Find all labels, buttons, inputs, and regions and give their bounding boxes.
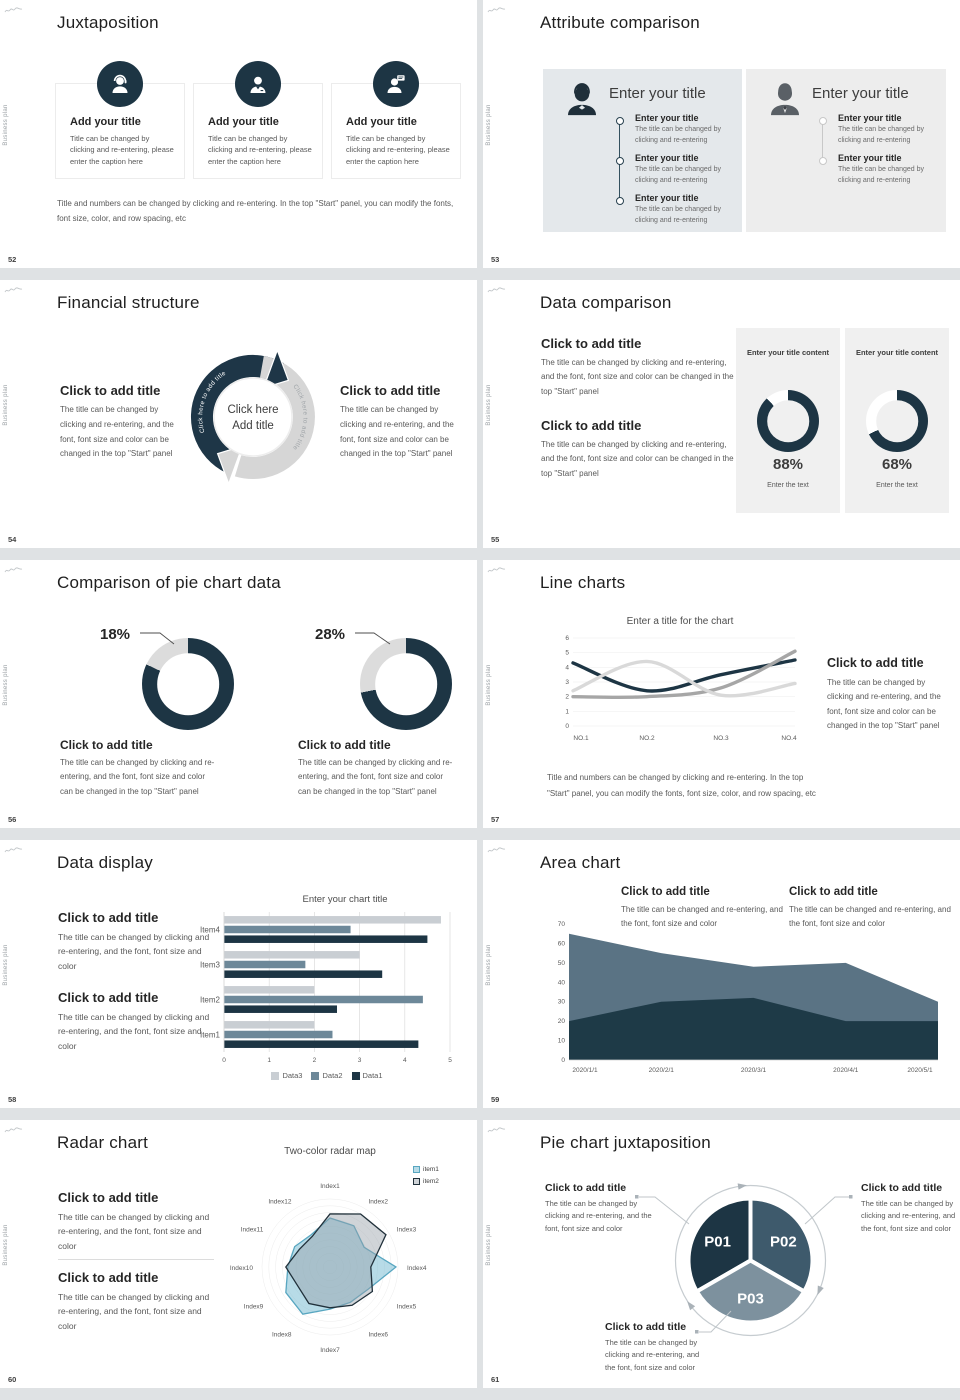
timeline-dot <box>819 157 827 165</box>
slide-title: Pie chart juxtaposition <box>540 1133 711 1152</box>
slide-54-thumbnail[interactable] <box>0 280 477 548</box>
legend-item <box>311 1071 342 1080</box>
legend-swatch <box>413 1166 420 1173</box>
svg-text:2: 2 <box>565 693 569 701</box>
block-heading: Click to add title <box>58 1190 159 1205</box>
male-person-icon <box>764 79 806 121</box>
chart-title: Enter a title for the chart <box>626 616 734 627</box>
block-body: The title can be changed by clicking and re-entering, and the font, font size and color can be changed in the top "Start" panel <box>60 405 174 459</box>
page-number: 53 <box>491 255 500 264</box>
timeline-line <box>822 121 823 161</box>
radar-chart <box>213 1157 448 1379</box>
vertical-brand-label: Business plan <box>3 664 9 706</box>
arc-label-left: Click here to add title <box>197 369 228 434</box>
svg-text:3: 3 <box>357 1057 362 1064</box>
card-title: Add your title <box>208 116 279 128</box>
timeline-item-desc: The title can be changed by clicking and re-entering <box>838 166 925 184</box>
slide-title: Financial structure <box>57 293 200 312</box>
arc-label-right: Click here to add title <box>291 383 309 452</box>
block-heading: Click to add title <box>621 886 710 898</box>
svg-text:40: 40 <box>557 979 565 987</box>
block-heading: Click to add title <box>60 383 161 398</box>
svg-text:0: 0 <box>565 723 569 730</box>
callout-body: The title can be changed by clicking and re-entering, and the font, font size and color <box>545 1199 652 1233</box>
businessman-icon <box>235 61 281 107</box>
page-number: 56 <box>8 815 17 824</box>
block-body: The title can be changed by clicking and re-entering, and the font, font size and color <box>58 1212 210 1251</box>
kpi-card-title: Enter your title content <box>746 348 830 357</box>
svg-text:NO.1: NO.1 <box>573 735 589 742</box>
logo-squiggle-icon <box>4 1125 26 1135</box>
timeline-item <box>635 113 735 146</box>
vertical-brand-label: Business plan <box>3 1224 9 1266</box>
svg-text:Index2: Index2 <box>368 1198 389 1206</box>
logo-squiggle-icon <box>487 5 509 15</box>
donut-hole <box>767 400 809 442</box>
slide-title: Data comparison <box>540 293 672 312</box>
pie-chart <box>663 1173 838 1348</box>
svg-text:Index8: Index8 <box>271 1331 292 1339</box>
timeline-item <box>838 153 938 186</box>
legend-swatch <box>413 1178 420 1185</box>
svg-text:Index11: Index11 <box>240 1226 264 1234</box>
panel-title: Enter your title <box>609 85 706 102</box>
page-number: 60 <box>8 1375 17 1384</box>
vertical-brand-label: Business plan <box>3 384 9 426</box>
logo-squiggle-icon <box>487 285 509 295</box>
comparison-panel-left <box>543 69 742 232</box>
bar-chart <box>188 906 460 1076</box>
block-body: The title can be changed by clicking and re-entering, and the font, font size and color can be changed in the top "Start" panel <box>827 678 941 731</box>
card-body: Title can be changed by clicking and re-entering, please enter the caption here <box>70 134 174 166</box>
kpi-card-title: Enter your title content <box>855 348 939 357</box>
svg-text:Index6: Index6 <box>368 1331 389 1339</box>
slide-footer-note: Title and numbers can be changed by clicking and re-entering. In the top "Start" panel, you can modify the fonts, font size, color, and row spacing, etc <box>547 773 816 798</box>
svg-text:70: 70 <box>557 921 565 928</box>
vertical-brand-label: Business plan <box>486 664 492 706</box>
block-heading: Click to add title <box>58 910 159 925</box>
svg-text:NO.4: NO.4 <box>781 735 797 742</box>
legend-item <box>413 1166 439 1173</box>
donut-hole <box>157 653 219 715</box>
divider <box>58 1259 214 1260</box>
kpi-percent: 68% <box>881 456 913 473</box>
slide-57-thumbnail[interactable] <box>483 560 960 828</box>
slide-52-thumbnail[interactable] <box>0 0 477 268</box>
block-body: The title can be changed by clicking and re-entering, and the font, font size and color <box>58 1012 210 1051</box>
block-heading: Click to add title <box>340 383 441 398</box>
page-number: 52 <box>8 255 17 264</box>
block-body: The title can be changed by clicking and re-entering, and the font, font size and color can be changed in the top "Start" panel <box>340 405 454 459</box>
donut-chart-68 <box>866 390 928 452</box>
kpi-percent: 88% <box>772 456 804 473</box>
logo-squiggle-icon <box>487 845 509 855</box>
panel-title: Enter your title <box>812 85 909 102</box>
block-body: The title can be changed by clicking and re-entering, and the font, font size and color can be changed in the top "Start" panel <box>541 358 734 396</box>
slide-title: Comparison of pie chart data <box>57 573 281 592</box>
svg-text:Item2: Item2 <box>199 995 220 1005</box>
legend-item <box>352 1071 383 1080</box>
donut-chart-28 <box>360 638 452 730</box>
card-title: Add your title <box>70 116 141 128</box>
svg-text:Index1: Index1 <box>320 1183 340 1190</box>
vertical-brand-label: Business plan <box>486 1224 492 1266</box>
presenter-icon <box>373 61 419 107</box>
page-number: 58 <box>8 1095 17 1104</box>
donut-percent-label: 28% <box>315 626 346 643</box>
block-body: The title can be changed and re-entering, and the font, font size and color <box>789 905 951 928</box>
block-body: The title can be changed by clicking and re-entering, and the font, font size and color <box>58 1292 210 1331</box>
vertical-brand-label: Business plan <box>486 944 492 986</box>
legend-swatch <box>311 1072 319 1080</box>
svg-text:NO.2: NO.2 <box>639 735 655 742</box>
vertical-brand-label: Business plan <box>3 944 9 986</box>
comparison-panel-right <box>746 69 946 232</box>
svg-text:Index10: Index10 <box>229 1265 253 1272</box>
svg-text:0: 0 <box>561 1057 565 1064</box>
svg-text:20: 20 <box>557 1018 565 1026</box>
svg-text:2: 2 <box>312 1057 317 1064</box>
center-circle <box>214 378 292 456</box>
svg-text:5: 5 <box>448 1057 452 1064</box>
slide-60-thumbnail[interactable] <box>0 1120 477 1388</box>
timeline-item <box>635 153 735 186</box>
logo-squiggle-icon <box>4 5 26 15</box>
logo-squiggle-icon <box>4 285 26 295</box>
svg-text:Index9: Index9 <box>243 1303 264 1311</box>
chart-legend <box>413 1166 439 1185</box>
logo-squiggle-icon <box>4 845 26 855</box>
svg-text:Index4: Index4 <box>407 1265 427 1272</box>
slide-58-thumbnail[interactable] <box>0 840 477 1108</box>
logo-squiggle-icon <box>487 1125 509 1135</box>
block-heading: Click to add title <box>827 656 924 670</box>
svg-text:10: 10 <box>557 1037 565 1045</box>
card-body: Title can be changed by clicking and re-entering, please enter the caption here <box>208 134 312 166</box>
area-chart <box>545 916 944 1076</box>
slide-title: Line charts <box>540 573 626 592</box>
support-agent-icon <box>97 61 143 107</box>
svg-text:30: 30 <box>557 998 565 1006</box>
block-heading: Click to add title <box>541 418 642 433</box>
logo-squiggle-icon <box>487 565 509 575</box>
legend-label: Data2 <box>322 1071 343 1080</box>
circular-arrows-diagram <box>178 342 328 492</box>
chart-legend <box>222 1071 432 1080</box>
center-label-line2: Add title <box>232 420 274 432</box>
line-chart <box>557 630 803 744</box>
slide-title: Attribute comparison <box>540 13 700 32</box>
timeline-item-desc: The title can be changed by clicking and re-entering <box>838 126 925 144</box>
svg-text:5: 5 <box>565 649 569 657</box>
legend-item <box>413 1178 439 1185</box>
timeline-dot <box>616 157 624 165</box>
svg-text:1: 1 <box>565 708 569 716</box>
center-label-line1: Click here <box>227 404 279 416</box>
chart-title: Enter your chart title <box>302 894 388 905</box>
svg-text:P01: P01 <box>704 1233 731 1251</box>
card-body: Title can be changed by clicking and re-entering, please enter the caption here <box>346 134 450 166</box>
timeline-item-desc: The title can be changed by clicking and re-entering <box>635 166 722 184</box>
svg-text:2020/2/1: 2020/2/1 <box>648 1067 674 1074</box>
slide-title: Area chart <box>540 853 621 872</box>
slide-footer-note: Title and numbers can be changed by clicking and re-entering. In the top "Start" panel, you can modify the fonts, font size, color, and row spacing, etc <box>57 199 454 224</box>
svg-text:P03: P03 <box>737 1290 764 1308</box>
svg-text:2020/1/1: 2020/1/1 <box>572 1067 598 1074</box>
feature-card <box>331 83 461 179</box>
timeline-item-desc: The title can be changed by clicking and re-entering <box>635 126 722 144</box>
callout-heading: Click to add title <box>605 1321 687 1333</box>
page-number: 55 <box>491 535 500 544</box>
block-heading: Click to add title <box>58 990 159 1005</box>
timeline-item <box>838 113 938 146</box>
female-person-icon <box>561 79 603 121</box>
svg-text:4: 4 <box>402 1057 407 1064</box>
slide-title: Juxtaposition <box>57 13 159 32</box>
svg-text:Index3: Index3 <box>396 1226 417 1234</box>
kpi-caption: Enter the text <box>876 482 918 489</box>
svg-text:Index5: Index5 <box>396 1303 417 1311</box>
svg-text:50: 50 <box>557 959 565 967</box>
block-body: The title can be changed and re-entering, and the font, font size and color <box>621 905 783 928</box>
vertical-brand-label: Business plan <box>3 104 9 146</box>
card-title: Add your title <box>346 116 417 128</box>
timeline-dot <box>819 117 827 125</box>
timeline-item-title: Enter your title <box>635 193 699 203</box>
vertical-brand-label: Business plan <box>486 104 492 146</box>
slide-53-thumbnail[interactable] <box>483 0 960 268</box>
callout-body: The title can be changed by clicking and re-entering, and the font, font size and color <box>861 1199 956 1233</box>
block-heading: Click to add title <box>58 1270 159 1285</box>
slide-61-thumbnail[interactable] <box>483 1120 960 1388</box>
svg-text:4: 4 <box>565 664 569 672</box>
block-body: The title can be changed by clicking and re-entering, and the font, font size and color can be changed in the top "Start" panel <box>298 758 453 796</box>
timeline-item-title: Enter your title <box>838 153 902 163</box>
donut-chart-88 <box>757 390 819 452</box>
block-heading: Click to add title <box>60 738 153 752</box>
svg-text:Item1: Item1 <box>199 1030 220 1040</box>
block-body: The title can be changed by clicking and re-entering, and the font, font size and color <box>58 932 210 971</box>
svg-text:2020/4/1: 2020/4/1 <box>833 1067 859 1074</box>
feature-card <box>193 83 323 179</box>
feature-card <box>55 83 185 179</box>
timeline-dot <box>616 197 624 205</box>
slide-55-thumbnail[interactable] <box>483 280 960 548</box>
timeline-dot <box>616 117 624 125</box>
logo-squiggle-icon <box>4 565 26 575</box>
donut-chart-18 <box>142 638 234 730</box>
chart-title: Two-color radar map <box>284 1146 376 1157</box>
kpi-card <box>845 328 949 513</box>
slide-59-thumbnail[interactable] <box>483 840 960 1108</box>
block-heading: Click to add title <box>789 886 878 898</box>
callout-body: The title can be changed by clicking and re-entering, and the font, font size and color <box>605 1338 700 1372</box>
legend-label: item1 <box>423 1166 439 1173</box>
block-heading: Click to add title <box>298 738 391 752</box>
svg-text:Index7: Index7 <box>320 1347 340 1354</box>
svg-text:P02: P02 <box>770 1233 797 1251</box>
legend-label: item2 <box>423 1178 439 1185</box>
legend-label: Data1 <box>362 1071 383 1080</box>
timeline-item <box>635 193 735 226</box>
svg-text:60: 60 <box>557 940 565 948</box>
svg-text:3: 3 <box>565 679 569 686</box>
timeline-item-title: Enter your title <box>838 113 902 123</box>
svg-text:6: 6 <box>565 635 569 642</box>
legend-swatch <box>352 1072 360 1080</box>
donut-hole <box>375 653 437 715</box>
legend-swatch <box>271 1072 279 1080</box>
slide-title: Data display <box>57 853 153 872</box>
svg-text:Item3: Item3 <box>199 960 220 970</box>
svg-text:0: 0 <box>222 1057 226 1064</box>
block-body: The title can be changed by clicking and re-entering, and the font, font size and color can be changed in the top "Start" panel <box>541 440 734 478</box>
block-body: The title can be changed by clicking and re-entering, and the font, font size and color can be changed in the top "Start" panel <box>60 758 215 796</box>
block-heading: Click to add title <box>541 336 642 351</box>
legend-label: Data3 <box>282 1071 303 1080</box>
slide-56-thumbnail[interactable] <box>0 560 477 828</box>
timeline-item-title: Enter your title <box>635 113 699 123</box>
svg-text:1: 1 <box>267 1057 272 1064</box>
timeline-item-desc: The title can be changed by clicking and re-entering <box>635 206 722 224</box>
svg-text:Item4: Item4 <box>199 925 220 935</box>
donut-percent-label: 18% <box>100 626 131 643</box>
slide-title: Radar chart <box>57 1133 149 1152</box>
legend-item <box>271 1071 302 1080</box>
page-number: 59 <box>491 1095 500 1104</box>
page-number: 54 <box>8 535 17 544</box>
svg-text:2020/3/1: 2020/3/1 <box>740 1067 767 1074</box>
svg-text:NO.3: NO.3 <box>713 735 729 742</box>
svg-text:Index12: Index12 <box>268 1198 292 1206</box>
kpi-caption: Enter the text <box>767 482 809 489</box>
page-number: 61 <box>491 1375 500 1384</box>
timeline-item-title: Enter your title <box>635 153 699 163</box>
vertical-brand-label: Business plan <box>486 384 492 426</box>
kpi-card <box>736 328 840 513</box>
svg-text:2020/5/1: 2020/5/1 <box>907 1067 933 1074</box>
callout-heading: Click to add title <box>861 1182 943 1194</box>
page-number: 57 <box>491 815 500 824</box>
callout-heading: Click to add title <box>545 1182 627 1194</box>
donut-hole <box>876 400 918 442</box>
